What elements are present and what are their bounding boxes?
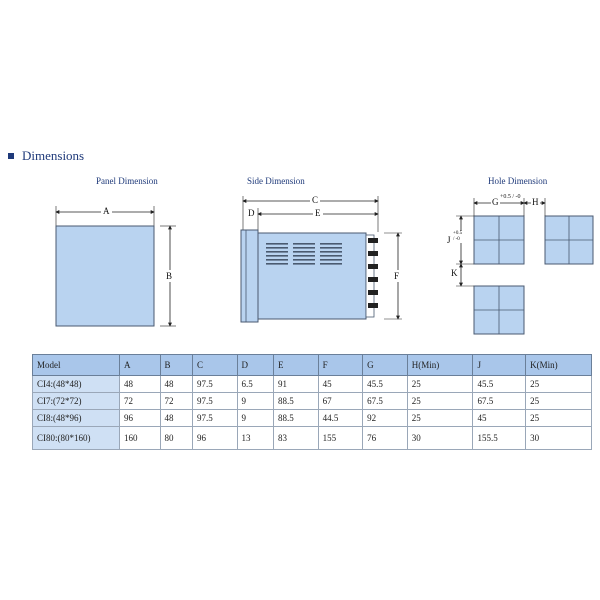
table-cell: 92 [363, 410, 408, 427]
table-cell: 97.5 [192, 376, 237, 393]
panel-drawing [56, 206, 176, 326]
table-row [33, 393, 592, 410]
table-row [33, 427, 592, 450]
table-cell: 48 [160, 376, 192, 393]
label-G: G [492, 197, 499, 207]
header-cell: C [192, 355, 237, 376]
table-cell: 9 [237, 410, 273, 427]
header-cell: A [120, 355, 161, 376]
table-cell: 30 [407, 427, 473, 450]
side-dimension-caption: Side Dimension [247, 176, 305, 186]
header-cell: F [318, 355, 363, 376]
table-cell: 25 [407, 410, 473, 427]
table-row [33, 410, 592, 427]
table-cell: 25 [526, 376, 592, 393]
table-cell: 45 [473, 410, 526, 427]
label-D: D [248, 208, 255, 218]
table-cell: 30 [526, 427, 592, 450]
table-cell: 45 [318, 376, 363, 393]
table-cell: 76 [363, 427, 408, 450]
table-cell: 67.5 [473, 393, 526, 410]
hole-drawing [456, 198, 593, 334]
label-H: H [532, 197, 539, 207]
table-cell: 48 [120, 376, 161, 393]
table-cell: 80 [160, 427, 192, 450]
table-cell: 45.5 [363, 376, 408, 393]
hole-dimension-caption: Hole Dimension [488, 176, 548, 186]
label-B: B [166, 271, 173, 281]
table-cell: 48 [160, 410, 192, 427]
table-cell: 72 [160, 393, 192, 410]
table-cell: 67 [318, 393, 363, 410]
header-cell: J [473, 355, 526, 376]
table-row [33, 376, 592, 393]
header-cell: G [363, 355, 408, 376]
table-cell: 97.5 [192, 410, 237, 427]
table-header-row [33, 355, 592, 376]
table-cell: 25 [407, 376, 473, 393]
table-cell: 88.5 [274, 410, 319, 427]
table-cell: 25 [526, 410, 592, 427]
model-cell: CI8:(48*96) [33, 410, 120, 427]
table-cell: 96 [120, 410, 161, 427]
label-G-tolerance: +0.5 / -0 [500, 194, 521, 200]
header-cell: D [237, 355, 273, 376]
table-cell: 67.5 [363, 393, 408, 410]
table-cell: 83 [274, 427, 319, 450]
table-cell: 96 [192, 427, 237, 450]
table-cell: 155 [318, 427, 363, 450]
table-cell: 97.5 [192, 393, 237, 410]
label-C: C [312, 195, 319, 205]
label-J-tolerance: +0.5 / -0 [453, 231, 463, 242]
table-cell: 91 [274, 376, 319, 393]
section-title: Dimensions [22, 148, 85, 163]
table-cell: 13 [237, 427, 273, 450]
header-cell: K(Min) [526, 355, 592, 376]
table-cell: 25 [407, 393, 473, 410]
model-cell: CI80:(80*160) [33, 427, 120, 450]
table-cell: 44.5 [318, 410, 363, 427]
label-K: K [451, 268, 458, 278]
table-cell: 25 [526, 393, 592, 410]
table-cell: 88.5 [274, 393, 319, 410]
dimensions-table [32, 354, 592, 450]
table-cell: 155.5 [473, 427, 526, 450]
table-cell: 160 [120, 427, 161, 450]
model-cell: CI7:(72*72) [33, 393, 120, 410]
label-J: J [447, 235, 451, 245]
model-cell: CI4:(48*48) [33, 376, 120, 393]
header-cell: B [160, 355, 192, 376]
table-cell: 6.5 [237, 376, 273, 393]
panel-dimension-caption: Panel Dimension [96, 176, 158, 186]
table-cell: 72 [120, 393, 161, 410]
label-A: A [103, 206, 110, 216]
header-cell: H(Min) [407, 355, 473, 376]
table-cell: 45.5 [473, 376, 526, 393]
label-F: F [394, 271, 400, 281]
header-cell: Model [33, 355, 120, 376]
header-cell: E [274, 355, 319, 376]
table-cell: 9 [237, 393, 273, 410]
label-E: E [315, 208, 321, 218]
